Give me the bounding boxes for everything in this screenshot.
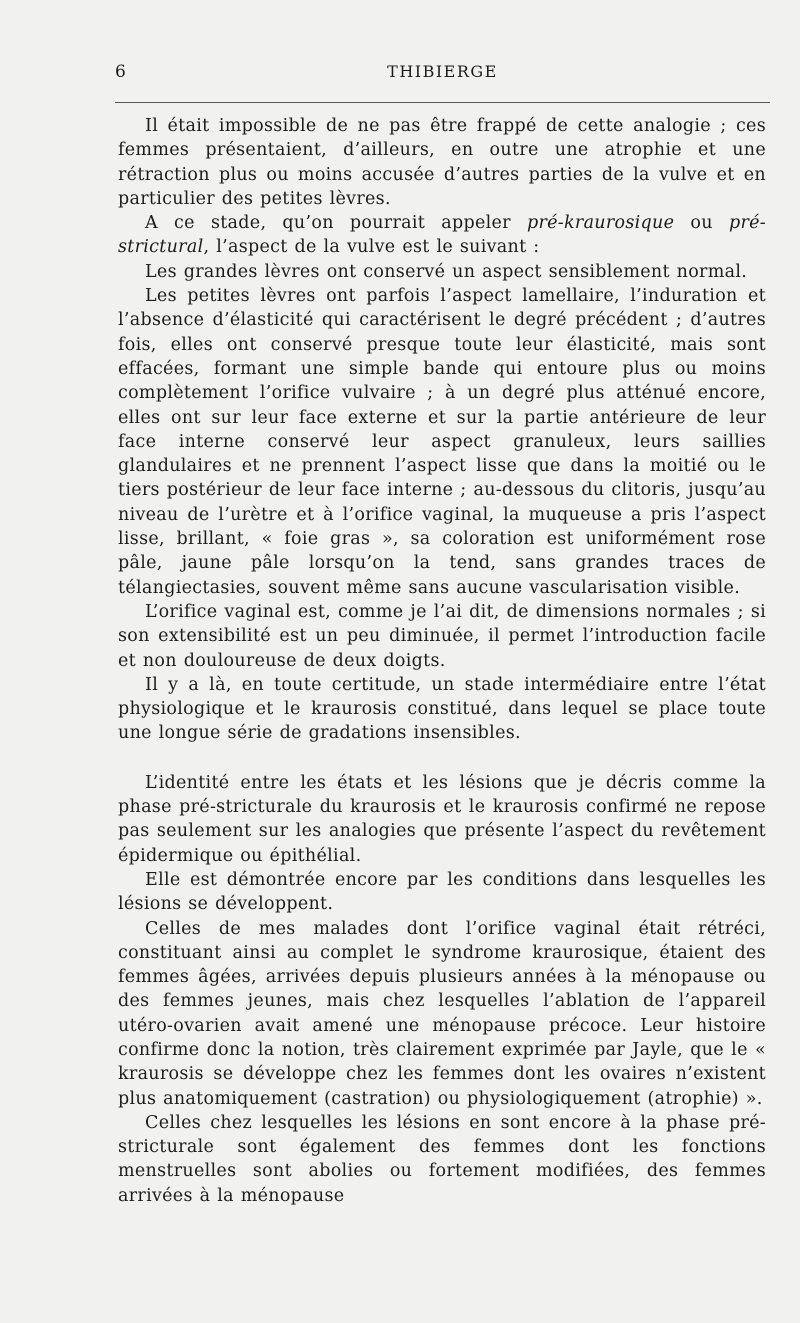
running-title: THIBIERGE [387, 62, 498, 81]
paragraph-5: L’orifice vaginal est, comme je l’ai dit, de dimensions normales ; si son extensibilité est un peu diminuée, il permet l’introduction facile et non douloureuse de deux doigts. [118, 601, 766, 671]
paragraph-1: Il était impossible de ne pas être frappé de cette analogie ; ces femmes présentaient, d’ailleurs, en outre une atrophie et une rétraction plus ou moins accusée d’autres parties de la vulve et en particulier des petites lèvres. [118, 116, 766, 209]
paragraph-2-before: A ce stade, qu’on pourrait appeler [145, 213, 527, 234]
term-pre-kraurosique: pré-kraurosique [526, 213, 675, 234]
paragraph-6: Il y a là, en toute certitude, un stade intermédiaire entre l’état physiologique et le kraurosis constitué, dans lequel se place toute une longue série de gradations insensibles. [118, 674, 766, 744]
page-number: 6 [115, 62, 127, 82]
paragraph-4: Les petites lèvres ont parfois l’aspect lamellaire, l’induration et l’absence d’élasticité qui caractérisent le degré précédent ; d’autres fois, elles ont conservé presque toute leur élasticité, mais sont effacées, formant une simple bande qui entoure plus ou moins complètement l’orifice vulvaire ; à un degré plus atténué encore, elles ont sur leur face externe et sur la partie antérieure de leur face interne conservé leur aspect granuleux, leurs saillies glandulaires et ne prennent l’aspect lisse que dans la moitié ou le tiers postérieur de leur face interne ; au-dessous du clitoris, jusqu’au niveau de l’urètre et à l’orifice vaginal, la muqueuse a pris l’aspect lisse, brillant, « foie gras », sa coloration est uniformément rose pâle, jaune pâle lorsqu’on la tend, sans grandes traces de télangiectasies, souvent même sans aucune vascularisation visible. [118, 286, 766, 598]
term-pre-strictural: pré-strictural [118, 213, 766, 258]
paragraph-9: Celles de mes malades dont l’orifice vaginal était rétréci, constituant ainsi au complet le syndrome kraurosique, étaient des femmes âgées, arrivées depuis plusieurs années à la ménopause ou des femmes jeunes, mais chez lesquelles l’ablation de l’appareil utéro-ovarien avait amené une ménopause précoce. Leur histoire confirme donc la notion, très clairement exprimée par Jayle, que le « kraurosis se développe chez les femmes dont les ovaires n’existent plus anatomiquement (castration) ou physiologiquement (atrophie) ». [118, 918, 766, 1109]
header-rule [115, 102, 770, 103]
paragraph-2 [118, 211, 766, 260]
paragraph-2-after: , l’aspect de la vulve est le suivant : [203, 237, 540, 258]
paragraph-8: Elle est démontrée encore par les conditions dans lesquelles les lésions se développent. [118, 869, 766, 915]
body-text [118, 114, 766, 1208]
paragraph-3: Les grandes lèvres ont conservé un aspect sensiblement normal. [145, 261, 748, 282]
running-head [115, 58, 770, 88]
paragraph-2-middle: ou [674, 213, 729, 234]
paragraph-7: L’identité entre les états et les lésions que je décris comme la phase pré-stricturale du kraurosis et le kraurosis confirmé ne repose pas seulement sur les analogies que présente l’aspect du revêtement épidermique ou épithélial. [118, 772, 766, 866]
paragraph-10: Celles chez lesquelles les lésions en sont encore à la phase pré-stricturale sont également des femmes dont les fonctions menstruelles sont abolies ou fortement modifiées, des femmes arrivées à la ménopause [118, 1112, 766, 1206]
